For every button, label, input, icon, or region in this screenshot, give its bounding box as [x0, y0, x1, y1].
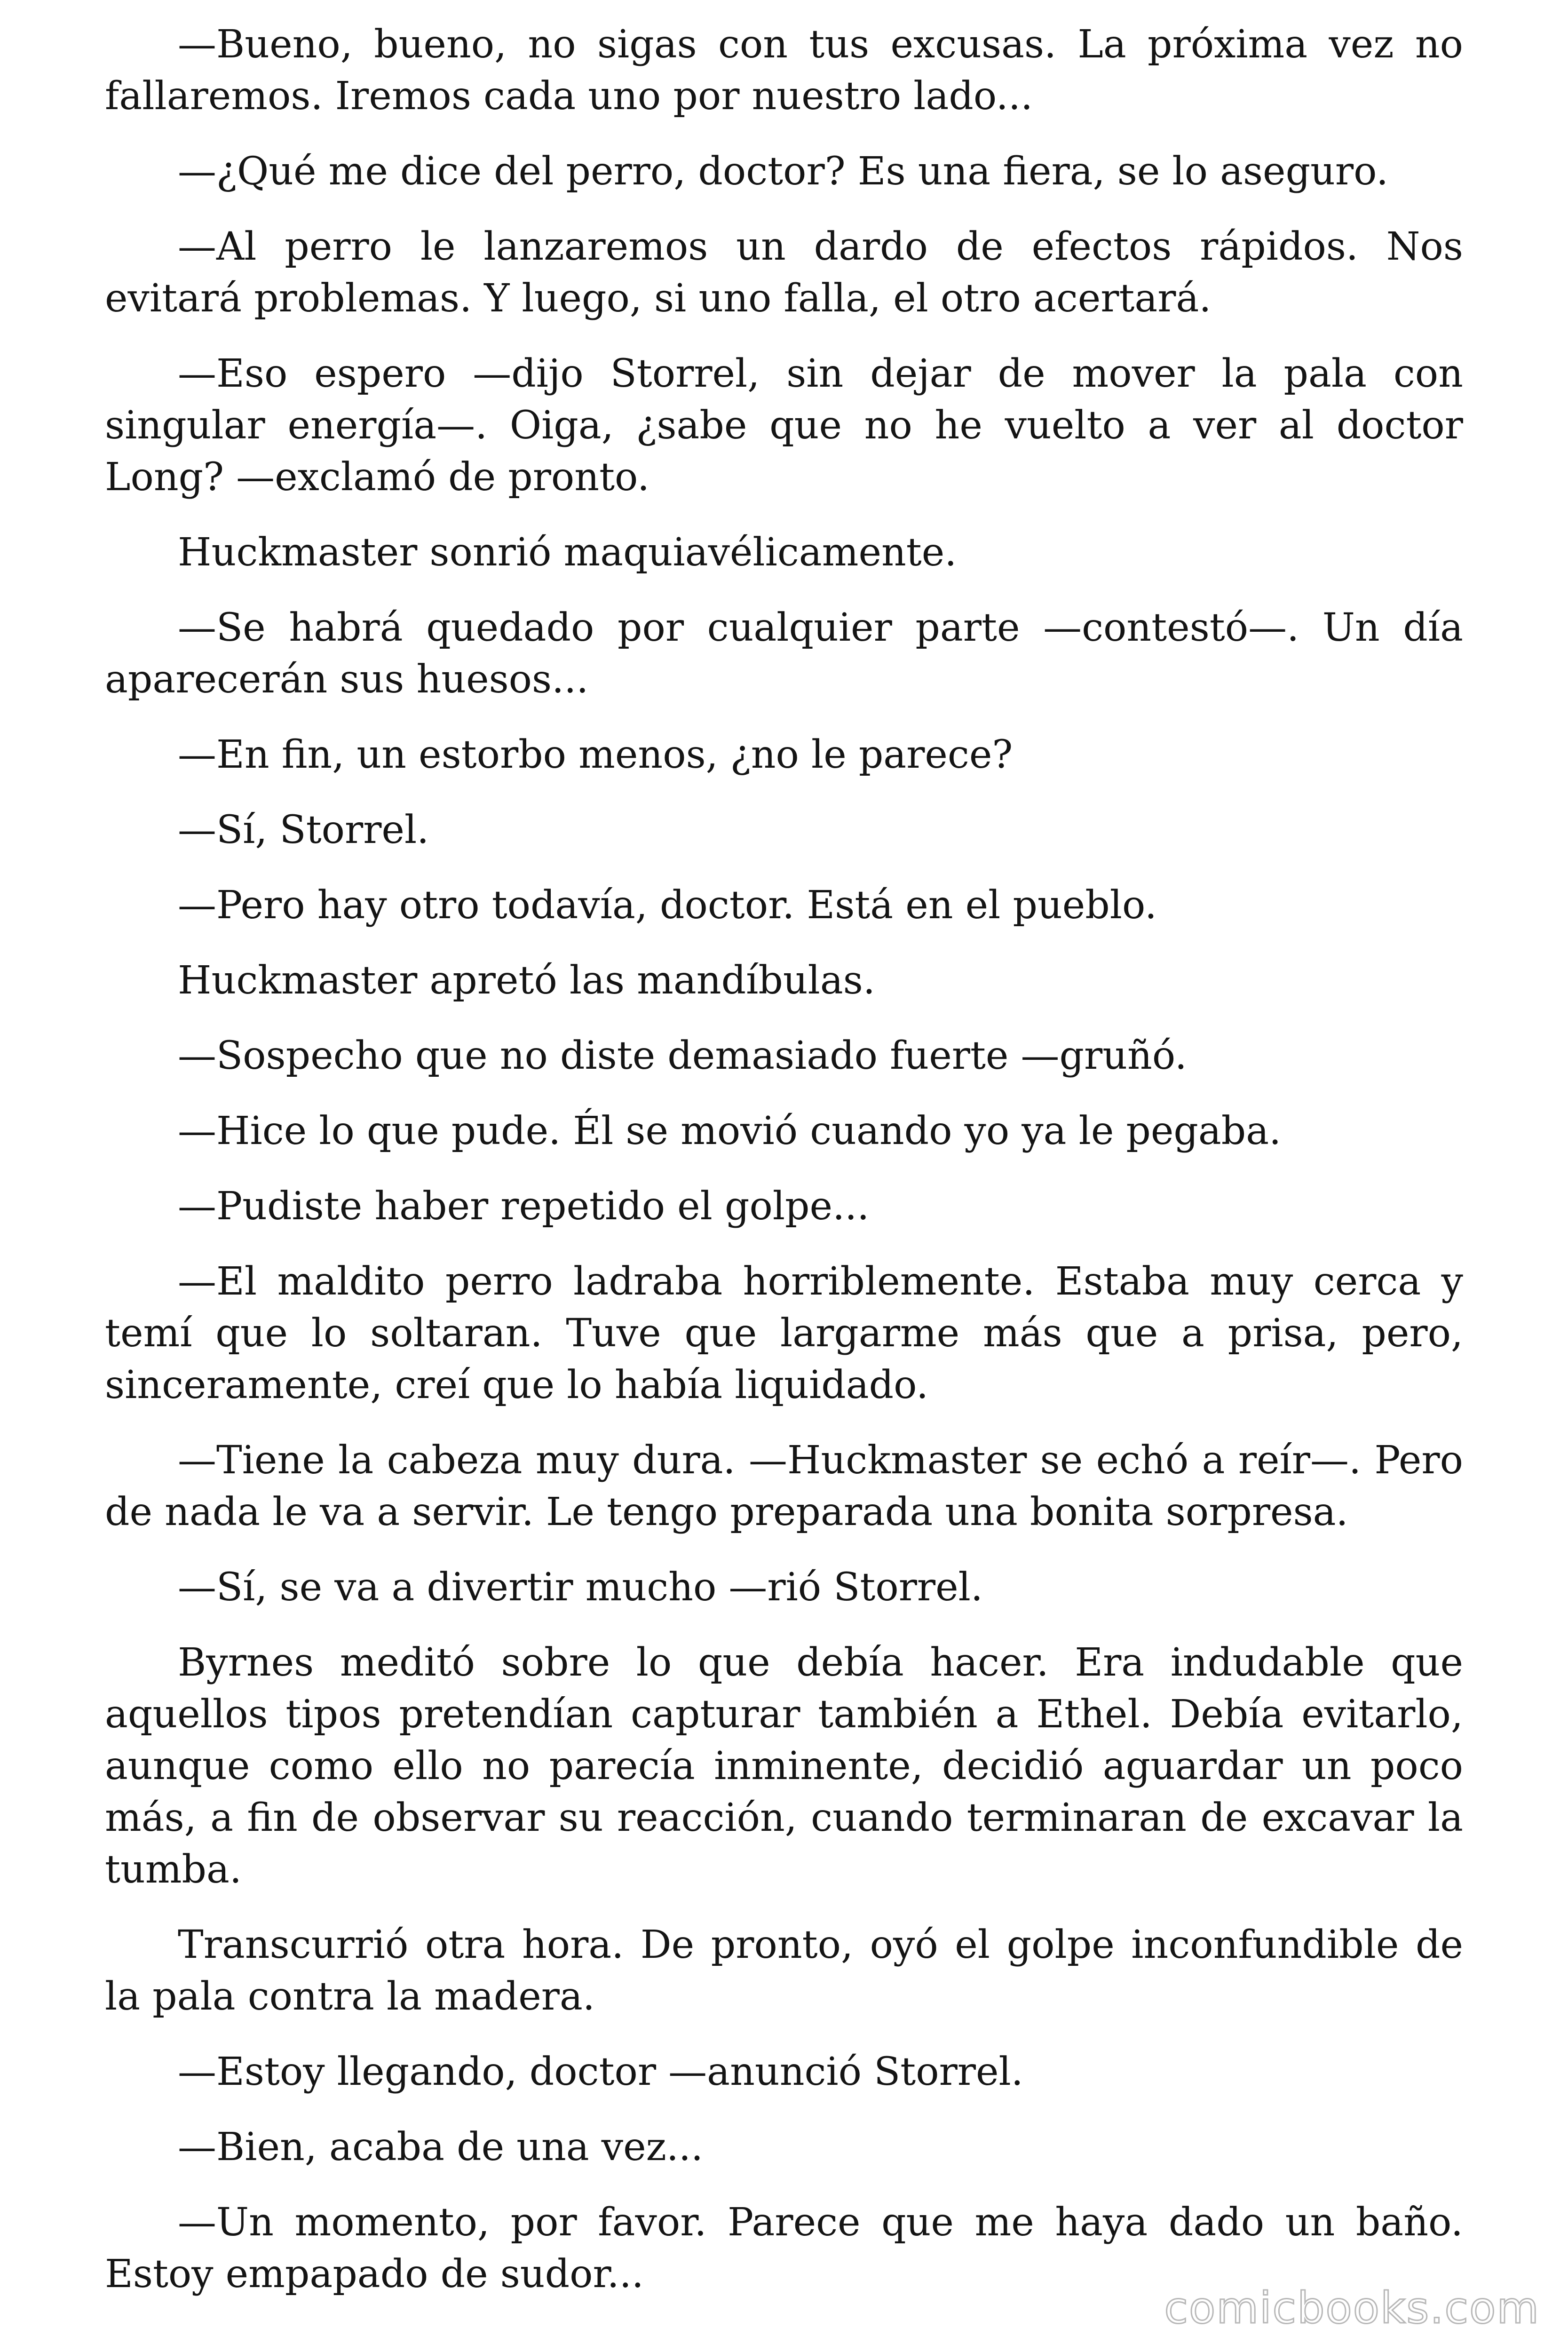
paragraph: —Bueno, bueno, no sigas con tus excusas. La próxima vez no fallaremos. Iremos cada uno por nuestro lado...	[105, 22, 1463, 119]
paragraph: Huckmaster sonrió maquiavélicamente.	[178, 530, 957, 575]
paragraph: —Se habrá quedado por cualquier parte —contestó—. Un día aparecerán sus huesos...	[105, 605, 1463, 702]
paragraph: Transcurrió otra hora. De pronto, oyó el golpe inconfundible de la pala contra la madera.	[105, 1923, 1463, 2019]
paragraph: —¿Qué me dice del perro, doctor? Es una fiera, se lo aseguro.	[178, 149, 1389, 194]
paragraph: —Sí, se va a divertir mucho —rió Storrel.	[178, 1565, 983, 1610]
paragraph: —Hice lo que pude. Él se movió cuando yo ya le pegaba.	[178, 1109, 1282, 1153]
paragraph: Huckmaster apretó las mandíbulas.	[178, 958, 875, 1003]
paragraph: —Sospecho que no diste demasiado fuerte —gruñó.	[178, 1033, 1187, 1078]
paragraph: —Pero hay otro todavía, doctor. Está en el pueblo.	[178, 883, 1157, 928]
paragraph: —Bien, acaba de una vez...	[178, 2125, 704, 2169]
paragraph: —El maldito perro ladraba horriblemente. Estaba muy cerca y temí que lo soltaran. Tuve que largarme más que a prisa, pero, sinceramente, creí que lo había liquidado.	[105, 1259, 1463, 1407]
paragraph: —En fin, un estorbo menos, ¿no le parece?	[178, 732, 1013, 777]
paragraph: —Tiene la cabeza muy dura. —Huckmaster se echó a reír—. Pero de nada le va a servir. Le tengo preparada una bonita sorpresa.	[105, 1438, 1463, 1534]
paragraph: —Al perro le lanzaremos un dardo de efectos rápidos. Nos evitará problemas. Y luego, si uno falla, el otro acertará.	[105, 224, 1463, 321]
paragraph: —Sí, Storrel.	[178, 808, 429, 852]
paragraph: —Un momento, por favor. Parece que me haya dado un baño. Estoy empapado de sudor...	[105, 2200, 1463, 2296]
page-body	[105, 19, 1463, 2314]
paragraph: —Eso espero —dijo Storrel, sin dejar de mover la pala con singular energía—. Oiga, ¿sabe que no he vuelto a ver al doctor Long? —exclamó de pronto.	[105, 351, 1463, 500]
watermark: comicbooks.com	[1164, 2283, 1540, 2333]
paragraph: Byrnes meditó sobre lo que debía hacer. Era indudable que aquellos tipos pretendían capturar también a Ethel. Debía evitarlo, aunque como ello no parecía inminente, decidió aguardar un poco más, a fin de observar su reacción, cuando terminaran de excavar la tumba.	[105, 1640, 1463, 1892]
paragraph: —Estoy llegando, doctor —anunció Storrel.	[178, 2050, 1023, 2094]
paragraph: —Pudiste haber repetido el golpe...	[178, 1184, 870, 1229]
